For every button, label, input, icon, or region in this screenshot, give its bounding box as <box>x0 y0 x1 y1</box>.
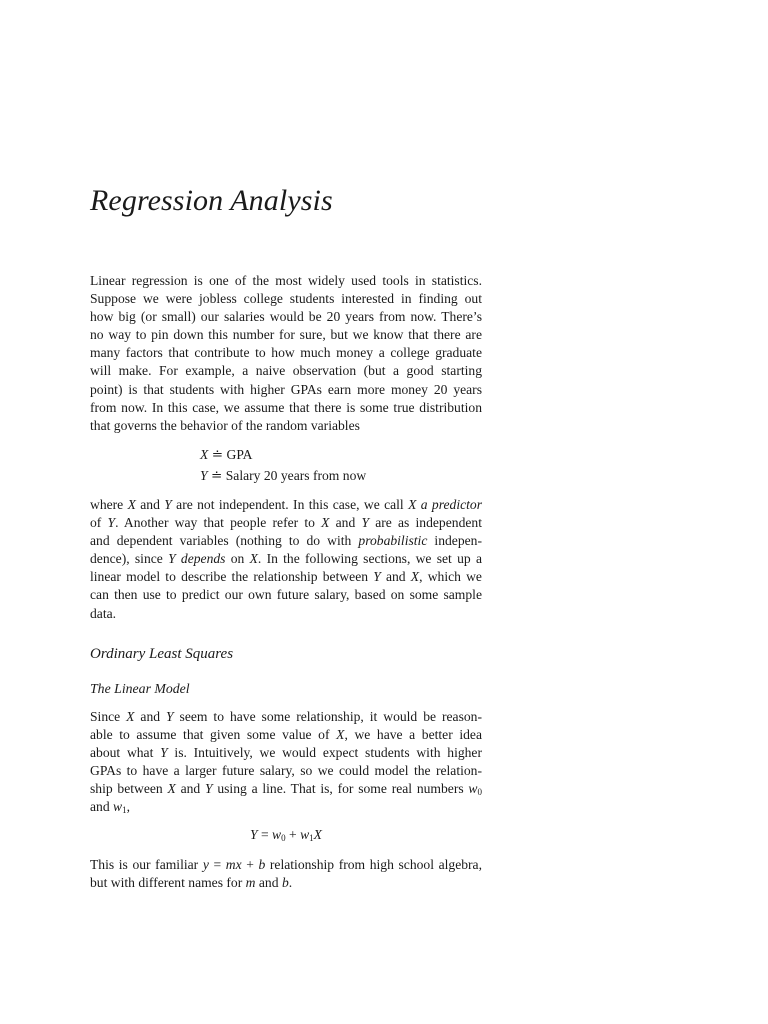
text-run: is. Intuitively, we would expect students with higher <box>167 745 482 761</box>
text-run: . In the following sections, we set up a <box>257 551 482 567</box>
variable-symbol: X <box>200 447 209 462</box>
variable-symbol: Y <box>200 468 208 483</box>
math-variable: X <box>408 497 417 512</box>
text-run: and <box>135 497 165 512</box>
paragraph-line <box>90 496 482 514</box>
text-run: Since <box>90 709 127 724</box>
math-variable: Y <box>166 709 174 724</box>
paragraph-line <box>90 744 482 762</box>
definition-x <box>200 444 366 465</box>
text-run: about what <box>90 745 161 761</box>
text-run: and <box>134 709 167 724</box>
text-run: on <box>225 551 250 567</box>
text-run: ship between <box>90 781 168 797</box>
subscript: 1 <box>309 833 314 843</box>
paragraph-line: no way to pin down this number for sure, but we know that there are <box>90 327 482 343</box>
predictor-paragraph <box>90 496 482 623</box>
text-run: dence), since <box>90 551 169 567</box>
math-variable: mx <box>225 857 242 872</box>
text-run: and <box>175 781 205 797</box>
text-run: of <box>90 515 108 531</box>
paragraph-line <box>90 708 482 726</box>
equals-symbol: = <box>208 857 226 872</box>
math-variable: X <box>313 827 322 842</box>
math-variable: Y <box>164 497 172 512</box>
math-variable: X <box>410 569 420 585</box>
paragraph-line: point) is that students with higher GPAs earn more money 20 years <box>90 381 482 397</box>
text-run: and <box>255 875 282 891</box>
text-run: and <box>90 799 114 815</box>
subscript: 1 <box>122 805 127 816</box>
text-run: data. <box>90 605 117 621</box>
paragraph-line: will make. For example, a naive observation (but a good starting <box>90 363 482 379</box>
paragraph-line: that governs the behavior of the random variables <box>90 417 360 433</box>
text-run: are not independent. In this case, we call <box>171 497 409 512</box>
paragraph-line <box>90 550 482 568</box>
text-run: , <box>126 799 131 815</box>
paragraph-line: from now. In this case, we assume that there is some true distribution <box>90 399 482 415</box>
math-variable: Y <box>160 745 168 761</box>
approx-equal-symbol: ≐ <box>208 447 227 462</box>
subsection-heading: The Linear Model <box>90 681 190 696</box>
paragraph-line <box>90 798 482 816</box>
definition-text: GPA <box>226 447 253 462</box>
paragraph-line: how big (or small) our salaries would be 20 years from now. There’s <box>90 309 482 325</box>
emphasis-text: depends <box>180 551 226 567</box>
section-heading: Ordinary Least Squares <box>90 646 234 662</box>
definition-y <box>200 465 366 486</box>
text-run: are as independent <box>369 515 482 531</box>
paragraph-line <box>90 568 482 586</box>
math-variable: b <box>281 875 289 891</box>
paragraph-line <box>90 605 482 623</box>
emphasis-text: probabilistic <box>358 533 428 549</box>
math-variable: Y <box>373 569 381 585</box>
chapter-title: Regression Analysis <box>90 184 333 217</box>
math-variable: X <box>127 497 136 512</box>
text-run: , we have a better idea <box>344 727 482 743</box>
text-run: and dependent variables (nothing to do with <box>90 533 359 549</box>
text-run: able to assume that given some value of <box>90 727 337 743</box>
text-run: GPAs to have a larger future salary, so we could model the relation- <box>90 763 482 779</box>
text-run: linear model to describe the relationship between <box>90 569 374 585</box>
text-run: where <box>90 497 128 512</box>
text-run: . Another way that people refer to <box>115 515 322 531</box>
variable-definitions <box>200 444 366 486</box>
familiar-paragraph <box>90 856 482 892</box>
paragraph-line <box>90 780 482 798</box>
math-variable: X <box>336 727 345 743</box>
subscript: 0 <box>477 787 482 798</box>
math-variable: Y <box>250 827 258 842</box>
math-variable: w <box>468 781 478 797</box>
math-variable: w <box>272 827 282 842</box>
math-variable: m <box>245 875 256 891</box>
paragraph-line <box>90 762 482 780</box>
text-run: . <box>288 875 293 891</box>
math-variable: Y <box>205 781 213 797</box>
text-run: This is our familiar <box>90 857 203 872</box>
math-variable: X <box>126 709 135 724</box>
text-run: and <box>329 515 362 531</box>
plus-symbol: + <box>285 827 301 842</box>
paragraph-line <box>90 532 482 550</box>
paragraph-line: Suppose we were jobless college students interested in finding out <box>90 291 482 307</box>
model-paragraph <box>90 708 482 817</box>
approx-equal-symbol: ≐ <box>207 468 226 483</box>
math-variable: X <box>167 781 176 797</box>
math-variable: y <box>202 857 209 872</box>
text-run: using a line. That is, for some real numbers <box>212 781 469 797</box>
paragraph-line <box>90 586 482 604</box>
linear-model-equation <box>90 826 482 844</box>
math-variable: X <box>321 515 330 531</box>
math-variable: Y <box>168 551 176 567</box>
math-variable: X <box>249 551 258 567</box>
paragraph-line <box>90 726 482 744</box>
text-run: indepen- <box>427 533 482 549</box>
paragraph-line <box>90 856 482 874</box>
paragraph-line <box>90 874 482 892</box>
math-variable: w <box>113 799 123 815</box>
text-run: relationship from high school algebra, <box>265 857 482 872</box>
equals-symbol: = <box>257 827 273 842</box>
math-variable: w <box>300 827 310 842</box>
plus-symbol: + <box>241 857 259 872</box>
math-variable: b <box>258 857 266 872</box>
text-run: and <box>380 569 411 585</box>
math-variable: Y <box>361 515 370 531</box>
paragraph-line: Linear regression is one of the most widely used tools in statistics. <box>90 273 482 288</box>
text-run: seem to have some relationship, it would be reason- <box>173 709 482 724</box>
definition-text: Salary 20 years from now <box>225 468 367 483</box>
text-run: but with different names for <box>90 875 246 891</box>
emphasis-text: a predictor <box>420 497 482 512</box>
subscript: 0 <box>281 833 286 843</box>
paragraph-line <box>90 514 482 532</box>
intro-paragraph <box>90 272 482 435</box>
math-variable: Y <box>107 515 116 531</box>
text-run: can then use to predict our own future salary, based on some sample <box>90 587 482 603</box>
paragraph-line: many factors that contribute to how much money a college graduate <box>90 345 482 361</box>
text-run: , which we <box>419 569 482 585</box>
